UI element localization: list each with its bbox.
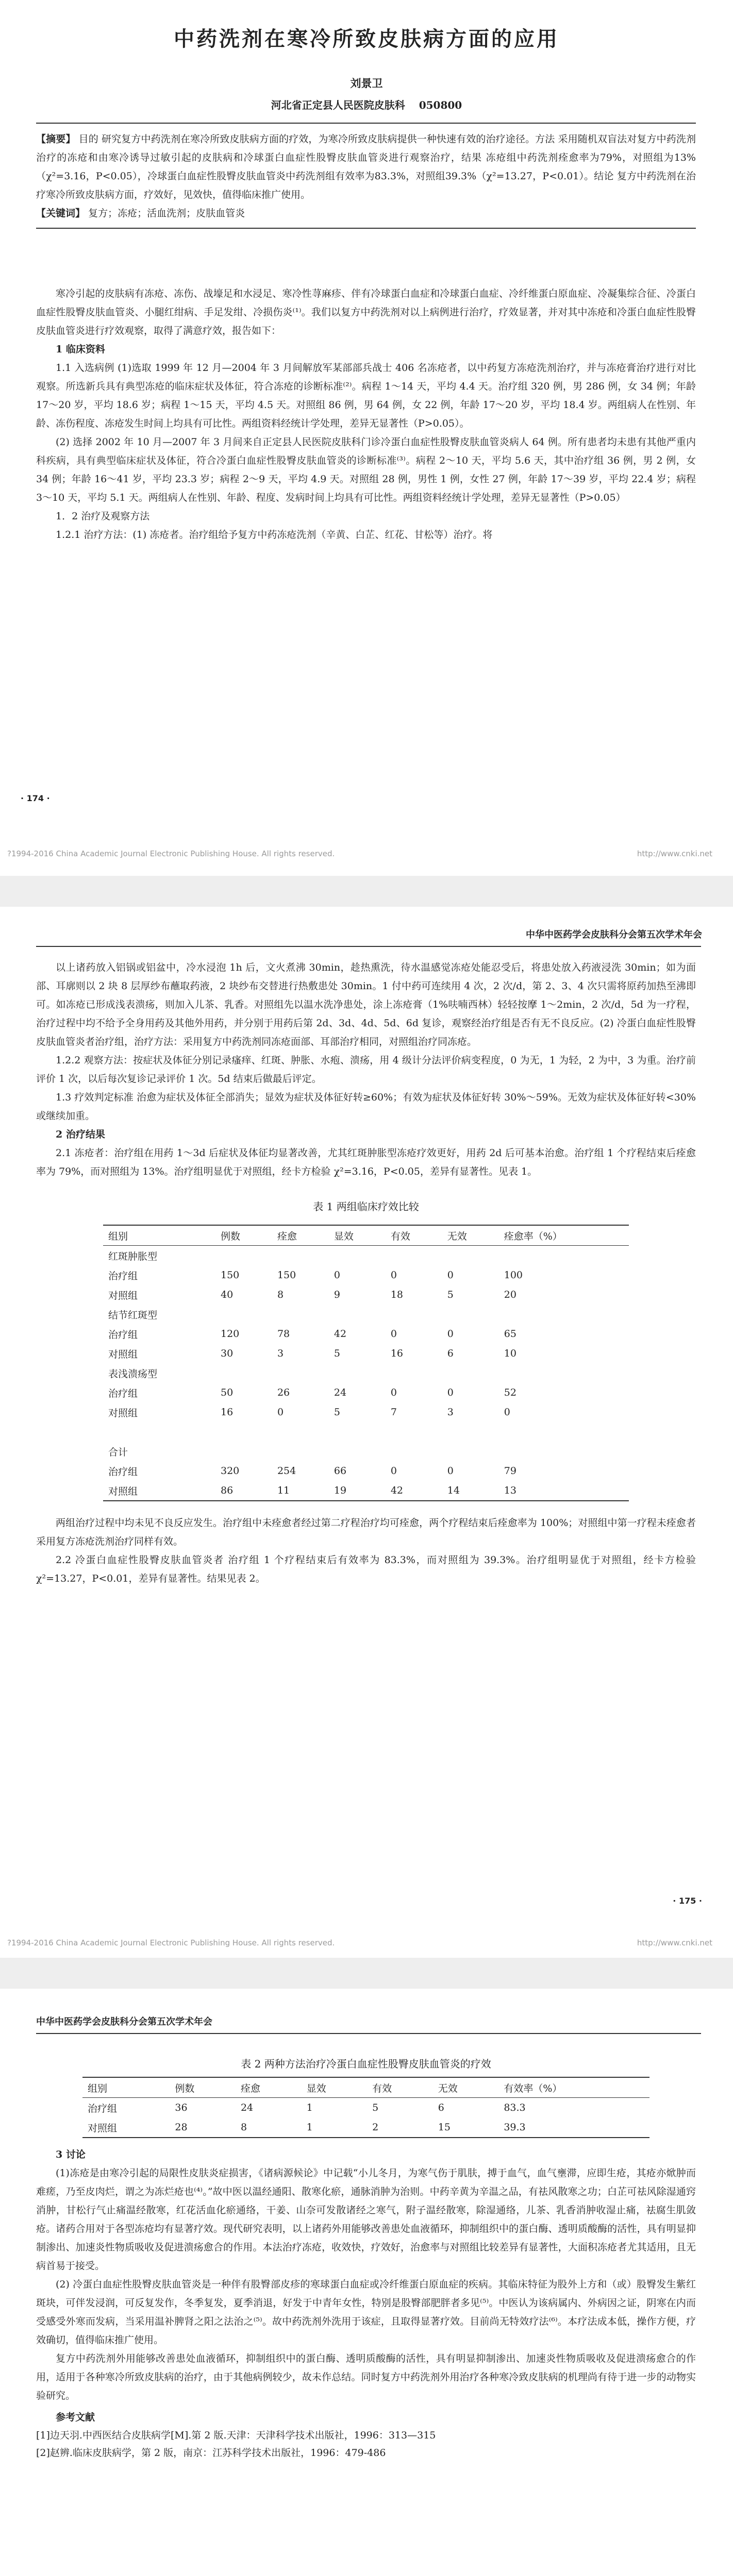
table1-cell [215, 1363, 272, 1383]
paragraph-frostbite-results: 2.1 冻疮者：治疗组在用药 1～3d 后症状及体征均显著改善，尤其红斑肿胀型冻疮疗效更好，用药 2d 后可基本治愈。治疗组 1 个疗程结束后痊愈率为 79%，而对照组为 13%。治疗组明显优于对照组，经卡方检验 χ²=3.16，P<0.05，差异有显著性。见表 1。 [36, 1147, 696, 1177]
running-head: 中华中医药学会皮肤科分会第五次学术年会 [36, 2016, 212, 2027]
table1-cell [499, 1304, 629, 1324]
reference-item: [1]边天羽.中西医结合皮肤病学[M].第 2 版.天津：天津科学技术出版社，1996：313—315 [36, 2430, 436, 2441]
table1-cell: 79 [504, 1465, 517, 1477]
paragraph-adverse-reactions: 两组治疗过程中均未见不良反应发生。治疗组中未痊愈者经过第二疗程治疗均可痊愈，两个疗程结束后痊愈率为 100%；对照组中第一疗程未痊愈者采用复方冻疮洗剂治疗同样有效。 [36, 1517, 696, 1547]
table2-header-cell: 痊愈 [240, 2082, 260, 2094]
table1-cell [215, 1442, 272, 1461]
table1-cell [329, 1304, 386, 1324]
table2-caption: 表 2 两种方法治疗冷蛋白血症性股臀皮肤血管炎的疗效 [241, 2058, 491, 2070]
table1-cell: 对照组 [108, 1290, 138, 1301]
table1-cell: 19 [334, 1485, 347, 1496]
table2-header-cell: 组别 [88, 2082, 108, 2094]
table1-header-cell: 组别 [108, 1230, 128, 1242]
table1-cell: 合计 [108, 1446, 128, 1458]
page-footer [0, 845, 733, 866]
table1-cell: 6 [447, 1348, 454, 1359]
table1-row [103, 1422, 629, 1442]
table1-cell: 11 [277, 1485, 290, 1496]
paragraph-cases-frostbite: 1.1 入选病例 (1)选取 1999 年 12 月—2004 年 3 月间解放军某部部兵战士 406 名冻疮者，以中药复方冻疮洗剂治疗，并与冻疮膏治疗进行对比观察。所选新兵具有典型冻疮的临床症状及体征，符合冻疮的诊断标准⁽²⁾。病程 1～14 天，平均 4.4 天。治疗组 320 例，男 286 例，女 34 例；年龄 17～20 岁，平均 18.6 岁；病程 1～15 天，平均 4.5 天。对照组 86 例，男 64 例，女 22 例，年龄 17～20 岁，平均 18.4 岁。两组病人在性别、年龄、冻伤程度、冻疮发生时间上均具有可比性。两组资料经统计学处理，差异无显著性（P>0.05）。 [36, 362, 696, 429]
table1-row [103, 1324, 629, 1344]
table1-cell: 86 [220, 1485, 234, 1496]
table1-cell: 表浅溃疡型 [108, 1368, 158, 1380]
paper-title: 中药洗剂在寒冷所致皮肤病方面的应用 [174, 27, 559, 51]
table1-cell: 42 [334, 1328, 347, 1340]
table1-cell: 78 [277, 1328, 290, 1340]
table1-cell: 65 [504, 1328, 517, 1340]
table1-cell [442, 1442, 499, 1461]
table1-row [103, 1383, 629, 1402]
table2-row [82, 2098, 649, 2118]
table1-cell: 3 [447, 1406, 454, 1418]
affiliation: 河北省正定县人民医院皮肤科 050800 [271, 99, 462, 111]
table2-cell: 24 [240, 2102, 254, 2113]
table1-cell: 26 [277, 1387, 290, 1398]
table1-cell: 0 [504, 1406, 510, 1418]
table1-cell: 0 [447, 1269, 454, 1281]
table1-cell: 42 [390, 1485, 404, 1496]
table2-header-cell: 有效 [372, 2082, 392, 2094]
table1-cell [329, 1422, 386, 1442]
table1-cell [272, 1422, 329, 1442]
body-text-page2 [36, 958, 696, 1588]
page-174 [0, 0, 733, 876]
table1-cell [386, 1304, 442, 1324]
abstract-block [36, 123, 696, 229]
table1-cell: 结节红斑型 [108, 1309, 158, 1321]
table1-cell: 254 [277, 1465, 296, 1477]
table1-cell [272, 1442, 329, 1461]
table1-header-cell: 痊愈率（%） [504, 1230, 562, 1242]
table1-cell: 3 [277, 1348, 284, 1359]
table1-cell: 治疗组 [108, 1466, 138, 1478]
intro-paragraph: 寒冷引起的皮肤病有冻疮、冻伤、战壕足和水浸足、寒冷性荨麻疹、伴有冷球蛋白血症和冷球蛋白血症、冷纤维蛋白原血症、冷凝集综合征、冷蛋白血症性股臀皮肤血管炎、小腿红绀病、手足发绀、冷损伤炎⁽¹⁾。我们以复方中药洗剂对以上病例进行治疗，疗效显著，并对其中冻疮和冷蛋白血症性股臀皮肤血管炎进行疗效观察，取得了满意疗效，报告如下： [36, 288, 696, 336]
table1-row [103, 1461, 629, 1481]
table1-cell: 320 [220, 1465, 240, 1477]
table1-cell: 30 [220, 1348, 234, 1359]
copyright-text: ?1994-2016 China Academic Journal Electronic Publishing House. All rights reserved. [7, 849, 335, 858]
table1-cell: 治疗组 [108, 1329, 138, 1341]
table2-cell: 39.3 [504, 2122, 526, 2133]
keywords [36, 204, 696, 223]
table1-row [103, 1304, 629, 1324]
page-footer [0, 1934, 733, 1955]
table1-cell: 16 [390, 1348, 404, 1359]
table2-header-cell: 有效率（%） [504, 2082, 562, 2094]
table1-cell [329, 1363, 386, 1383]
paragraph-preparation: 以上诸药放入铝锅或铝盆中，冷水浸泡 1h 后，文火煮沸 30min，趁热熏洗，待水温感觉冻疮处能忍受后，将患处放入药液浸洗 30min；如为面部、耳廓则以 2 块 8 层厚纱布蘸取药液，2 块纱布交替进行热敷患处 30min。1 付中药可连续用 4 次，2 次/d，第 2、3、4 次只需将原药加热至沸即可。如冻疮已形成浅表溃疡，则加入儿茶、乳香。对照组先以温水洗净患处，涂上冻疮膏（1%呋喃西林）轻轻按摩 1～2min，2 次/d，5d 为一疗程，治疗过程中均不给予全身用药及其他外用药，并分别于用药后第 2d、3d、4d、5d、6d 复诊，观察经治疗组是否有无不良反应。(2) 冷蛋白血症性股臀皮肤血管炎者治疗组，治疗方法：采用复方中药洗剂同冻疮面部、耳部治疗相同，对照组治疗同冻疮。 [36, 962, 696, 1047]
keywords-text: 复方；冻疮；活血洗剂；皮肤血管炎 [88, 208, 245, 219]
table1-header-cell: 痊愈 [277, 1230, 297, 1242]
table1-cell [215, 1422, 272, 1442]
table2-cell: 5 [372, 2102, 379, 2113]
table1-cell: 100 [504, 1269, 523, 1281]
page-number: · 175 · [673, 1896, 702, 1906]
table2-header-cell: 显效 [306, 2082, 326, 2094]
abstract [36, 130, 696, 204]
table1-cell: 66 [334, 1465, 347, 1477]
table1-cell: 9 [334, 1289, 340, 1300]
table1-header-row [103, 1225, 629, 1246]
paragraph-discussion-vasculitis: (2) 冷蛋白血症性股臀皮肤血管炎是一种伴有股臀部皮疹的寒球蛋白血症或冷纤维蛋白原血症的疾病。其临床特征为股外上方和（或）股臀发生紫红斑块，可伴发浸润，可反复发作，冬季复发，夏季消退，好发于中青年女性，特别是股臀部肥胖者多见⁽⁵⁾。中医认为该病属内、外病因之证，阴寒在内而受感受外寒而发病，当采用温补脾肾之阳之法治之⁽⁵⁾。故中药洗剂外洗用于该症，且取得显著疗效。目前尚无特效疗法⁽⁶⁾。本疗法成本低，操作方便，疗效确切，值得临床推广使用。 [36, 2279, 696, 2346]
table1-cell [386, 1363, 442, 1383]
table1-row [103, 1285, 629, 1304]
paragraph-treatment-method: 1.2.1 治疗方法：(1) 冻疮者。治疗组给予复方中药冻疮洗剂（辛黄、白芷、红花、甘松等）治疗。将 [56, 529, 493, 540]
table1-cell: 52 [504, 1387, 517, 1398]
table1-cell: 0 [277, 1406, 284, 1418]
paragraph-observation-method: 1.2.2 观察方法：按症状及体征分别记录瘙痒、红斑、肿胀、水疱、溃疡，用 4 级计分法评价病变程度，0 为无，1 为轻，2 为中，3 为重。治疗前评价 1 次，以后每次复诊记录评价 1 次。5d 结束后做最后评定。 [36, 1055, 696, 1084]
table1-cell [103, 1422, 215, 1442]
table1-caption: 表 1 两组临床疗效比较 [313, 1200, 419, 1213]
table2-cell: 2 [372, 2122, 379, 2133]
paragraph-efficacy-criteria: 1.3 疗效判定标准 治愈为症状及体征全部消失；显效为症状及体征好转≥60%；有效为症状及体征好转 30%～59%。无效为症状及体征好转<30%或继续加重。 [36, 1092, 696, 1122]
table2-cell: 8 [240, 2122, 247, 2133]
table1-cell: 24 [334, 1387, 347, 1398]
paragraph-discussion-mechanism: 复方中药洗剂外用能够改善患处血液循环，抑制组织中的蛋白酶、透明质酸酶的活性，具有明显抑制渗出、加速炎性物质吸收及促进溃疡愈合的作用，适用于各种寒冷所致皮肤病的治疗，由于其他病例较少，故未作总结。同时复方中药洗剂外用治疗各种寒冷致皮肤病的机理尚有待于进一步的动物实验研究。 [36, 2353, 696, 2401]
table2-header-cell: 例数 [175, 2082, 195, 2094]
table1-cell: 治疗组 [108, 1387, 138, 1399]
table1-cell: 50 [220, 1387, 234, 1398]
table2-cell: 6 [438, 2102, 444, 2113]
table1-cell: 20 [504, 1289, 517, 1300]
table2-cell: 对照组 [88, 2122, 118, 2134]
subsection-heading-methods: 1．2 治疗及观察方法 [56, 511, 150, 522]
table1-cell: 150 [220, 1269, 240, 1281]
table1-cell: 16 [220, 1406, 234, 1418]
paragraph-cases-vasculitis: (2) 选择 2002 年 10 月—2007 年 3 月间来自正定县人民医院皮肤科门诊冷蛋白血症性股臀皮肤血管炎病人 64 例。所有患者均未患有其他严重内科疾病，具有典型临床症状及体征，符合冷蛋白血症性股臀皮肤血管炎的诊断标准⁽³⁾。病程 2～10 天，平均 5.6 天，其中治疗组 36 例，男 2 例，女 34 例；年龄 16～41 岁，平均 23.3 岁；病程 2～9 天，平均 4.9 天。对照组 28 例，男性 1 例，女性 27 例，年龄 17～39 岁，平均 22.4 岁；病程 3～10 天，平均 5.1 天。两组病人在性别、年龄、程度、发病时间上均具有可比性。两组资料经统计学处理，差异无显著性（P>0.05） [36, 436, 696, 503]
table1-cell: 40 [220, 1289, 234, 1300]
table1-cell: 18 [390, 1289, 404, 1300]
page-175 [0, 907, 733, 1958]
table2-vasculitis-efficacy [82, 2077, 649, 2138]
table1-cell: 对照组 [108, 1407, 138, 1419]
table1-cell: 治疗组 [108, 1270, 138, 1282]
table2-cell: 28 [175, 2122, 188, 2133]
table2-cell: 治疗组 [88, 2103, 118, 2114]
table1-header-cell: 有效 [390, 1230, 410, 1242]
table1-cell [329, 1246, 386, 1266]
table1-cell [215, 1246, 272, 1266]
copyright-text: ?1994-2016 China Academic Journal Electronic Publishing House. All rights reserved. [7, 1938, 335, 1947]
table2-header-cell: 无效 [438, 2082, 458, 2094]
keywords-label: 【关键词】 [36, 208, 86, 219]
table1-cell: 0 [390, 1269, 397, 1281]
table1-cell [442, 1363, 499, 1383]
table1-cell: 5 [334, 1406, 340, 1418]
paragraph-discussion-frostbite: (1)冻疮是由寒冷引起的局限性皮肤炎症损害，《诸病源候论》中记载“小儿冬月，为寒气伤于肌肤，搏于血气，血气壅滞，应即生疮，其疮亦焮肿而难瘥，乃至皮肉烂，谓之为冻烂疮也⁽⁴⁾。”故中医以温经通阳、散寒化瘀，通脉消肿为治则。中药辛黄为辛温之品，有祛风散寒之功；白芷可祛风除湿通窍消肿，甘松行气止痛温经散寒，红花活血化瘀通络，干姜、山奈可发散诸经之寒气，附子温经散寒，除湿通络，儿茶、乳香消肿收湿止痛，祛腐生肌敛疮。诸药合用对于各型冻疮均有显著疗效。现代研究表明，以上诸药外用能够改善患处血液循环，抑制组织中的蛋白酶、透明质酸酶的活性，具有明显抑制渗出、加速炎性物质吸收及促进溃疡愈合的作用。本法治疗冻疮，收效快，疗效好，治愈率与对照组比较差异有显著性，大面积冻疮者尤其适用，且无病首易于接受。 [36, 2167, 696, 2272]
table1-cell: 120 [220, 1328, 240, 1340]
paragraph-vasculitis-results: 2.2 冷蛋白血症性股臀皮肤血管炎者 治疗组 1 个疗程结束后有效率为 83.3%，而对照组为 39.3%。治疗组明显优于对照组，经卡方检验 χ²=13.27，P<0.01，差异有显著性。结果见表 2。 [36, 1554, 696, 1584]
table1-cell [499, 1363, 629, 1383]
table1-row [103, 1442, 629, 1461]
page-gap [0, 1958, 733, 1989]
table1-cell [499, 1442, 629, 1461]
table2-header-row [82, 2077, 649, 2098]
table1-cell: 0 [447, 1387, 454, 1398]
table1-cell [272, 1363, 329, 1383]
page-gap [0, 876, 733, 907]
table1-cell [386, 1246, 442, 1266]
table1-row [103, 1344, 629, 1363]
table1-row [103, 1265, 629, 1285]
table1-cell: 5 [447, 1289, 454, 1300]
table1-cell: 0 [447, 1328, 454, 1340]
section-heading-results: 2 治疗结果 [56, 1129, 105, 1140]
footer-url: http://www.cnki.net [637, 849, 712, 858]
table1-cell: 0 [390, 1465, 397, 1477]
header-rule [36, 2033, 701, 2034]
table1-row [103, 1402, 629, 1422]
table1-cell: 14 [447, 1485, 460, 1496]
table1-cell [442, 1246, 499, 1266]
page-176 [0, 1989, 733, 2576]
table1-cell: 7 [390, 1406, 397, 1418]
table1-cell: 150 [277, 1269, 296, 1281]
table1-cell [329, 1442, 386, 1461]
footer-url: http://www.cnki.net [637, 1938, 712, 1947]
table1-cell [272, 1304, 329, 1324]
table1-cell [386, 1422, 442, 1442]
running-head: 中华中医药学会皮肤科分会第五次学术年会 [526, 929, 702, 940]
table1-cell: 0 [334, 1269, 340, 1281]
reference-item: [2]赵辨.临床皮肤病学，第 2 版，南京：江苏科学技术出版社，1996：479-486 [36, 2447, 386, 2459]
page-number: · 174 · [21, 793, 50, 803]
table2-row [82, 2117, 649, 2138]
table2-cell: 1 [306, 2122, 313, 2133]
table1-cell [499, 1422, 629, 1442]
table1-cell: 10 [504, 1348, 517, 1359]
table1-row [103, 1363, 629, 1383]
table1-header-cell: 显效 [334, 1230, 354, 1242]
table1-row [103, 1481, 629, 1501]
table1-cell: 8 [277, 1289, 284, 1300]
table1-cell: 0 [447, 1465, 454, 1477]
table1-cell: 对照组 [108, 1348, 138, 1360]
table1-header-cell: 无效 [447, 1230, 467, 1242]
body-text-page3 [36, 2056, 696, 2462]
table2-cell: 15 [438, 2122, 451, 2133]
abstract-text: 目的 研究复方中药洗剂在寒冷所致皮肤病方面的疗效，为寒冷所致皮肤病提供一种快速有效的治疗途径。方法 采用随机双盲法对复方中药洗剂治疗的冻疮和由寒冷诱导过敏引起的皮肤病和冷球蛋白血症性股臀皮肤血管炎进行观察治疗，结果 冻疮组中药洗剂痊愈率为79%，对照组为13%（χ²=3.16，P<0.05），冷球蛋白血症性股臀皮肤血管炎中药洗剂组有效率为83.3%，对照组39.3%（χ²=13.27，P<0.01）。结论 复方中药洗剂在治疗寒冷所致皮肤病方面，疗效好，见效快，值得临床推广使用。 [36, 133, 696, 200]
author: 刘景卫 [350, 77, 383, 90]
table2-cell: 36 [175, 2102, 188, 2113]
table1-cell [499, 1246, 629, 1266]
table1-cell: 0 [390, 1387, 397, 1398]
section-heading-clinical-data: 1 临床资料 [56, 344, 105, 355]
table1-header-cell: 例数 [220, 1230, 240, 1242]
table1-cell [272, 1246, 329, 1266]
table1-row [103, 1246, 629, 1266]
body-text-page1 [36, 284, 696, 544]
table1-cell: 0 [390, 1328, 397, 1340]
abstract-label: 【摘要】 [36, 133, 76, 145]
section-heading-discussion: 3 讨论 [56, 2149, 86, 2160]
references-heading: 参考文献 [56, 2412, 95, 2423]
table2-cell: 1 [306, 2102, 313, 2113]
header-rule [36, 946, 701, 947]
table1-cell [386, 1442, 442, 1461]
table1-cell: 对照组 [108, 1485, 138, 1497]
table1-cell [442, 1304, 499, 1324]
table2-cell: 83.3 [504, 2102, 526, 2113]
table1-clinical-efficacy [103, 1225, 629, 1501]
table1-cell: 5 [334, 1348, 340, 1359]
table1-cell: 13 [504, 1485, 517, 1496]
table1-cell [215, 1304, 272, 1324]
table1-cell [442, 1422, 499, 1442]
table1-cell: 红斑肿胀型 [108, 1250, 158, 1262]
